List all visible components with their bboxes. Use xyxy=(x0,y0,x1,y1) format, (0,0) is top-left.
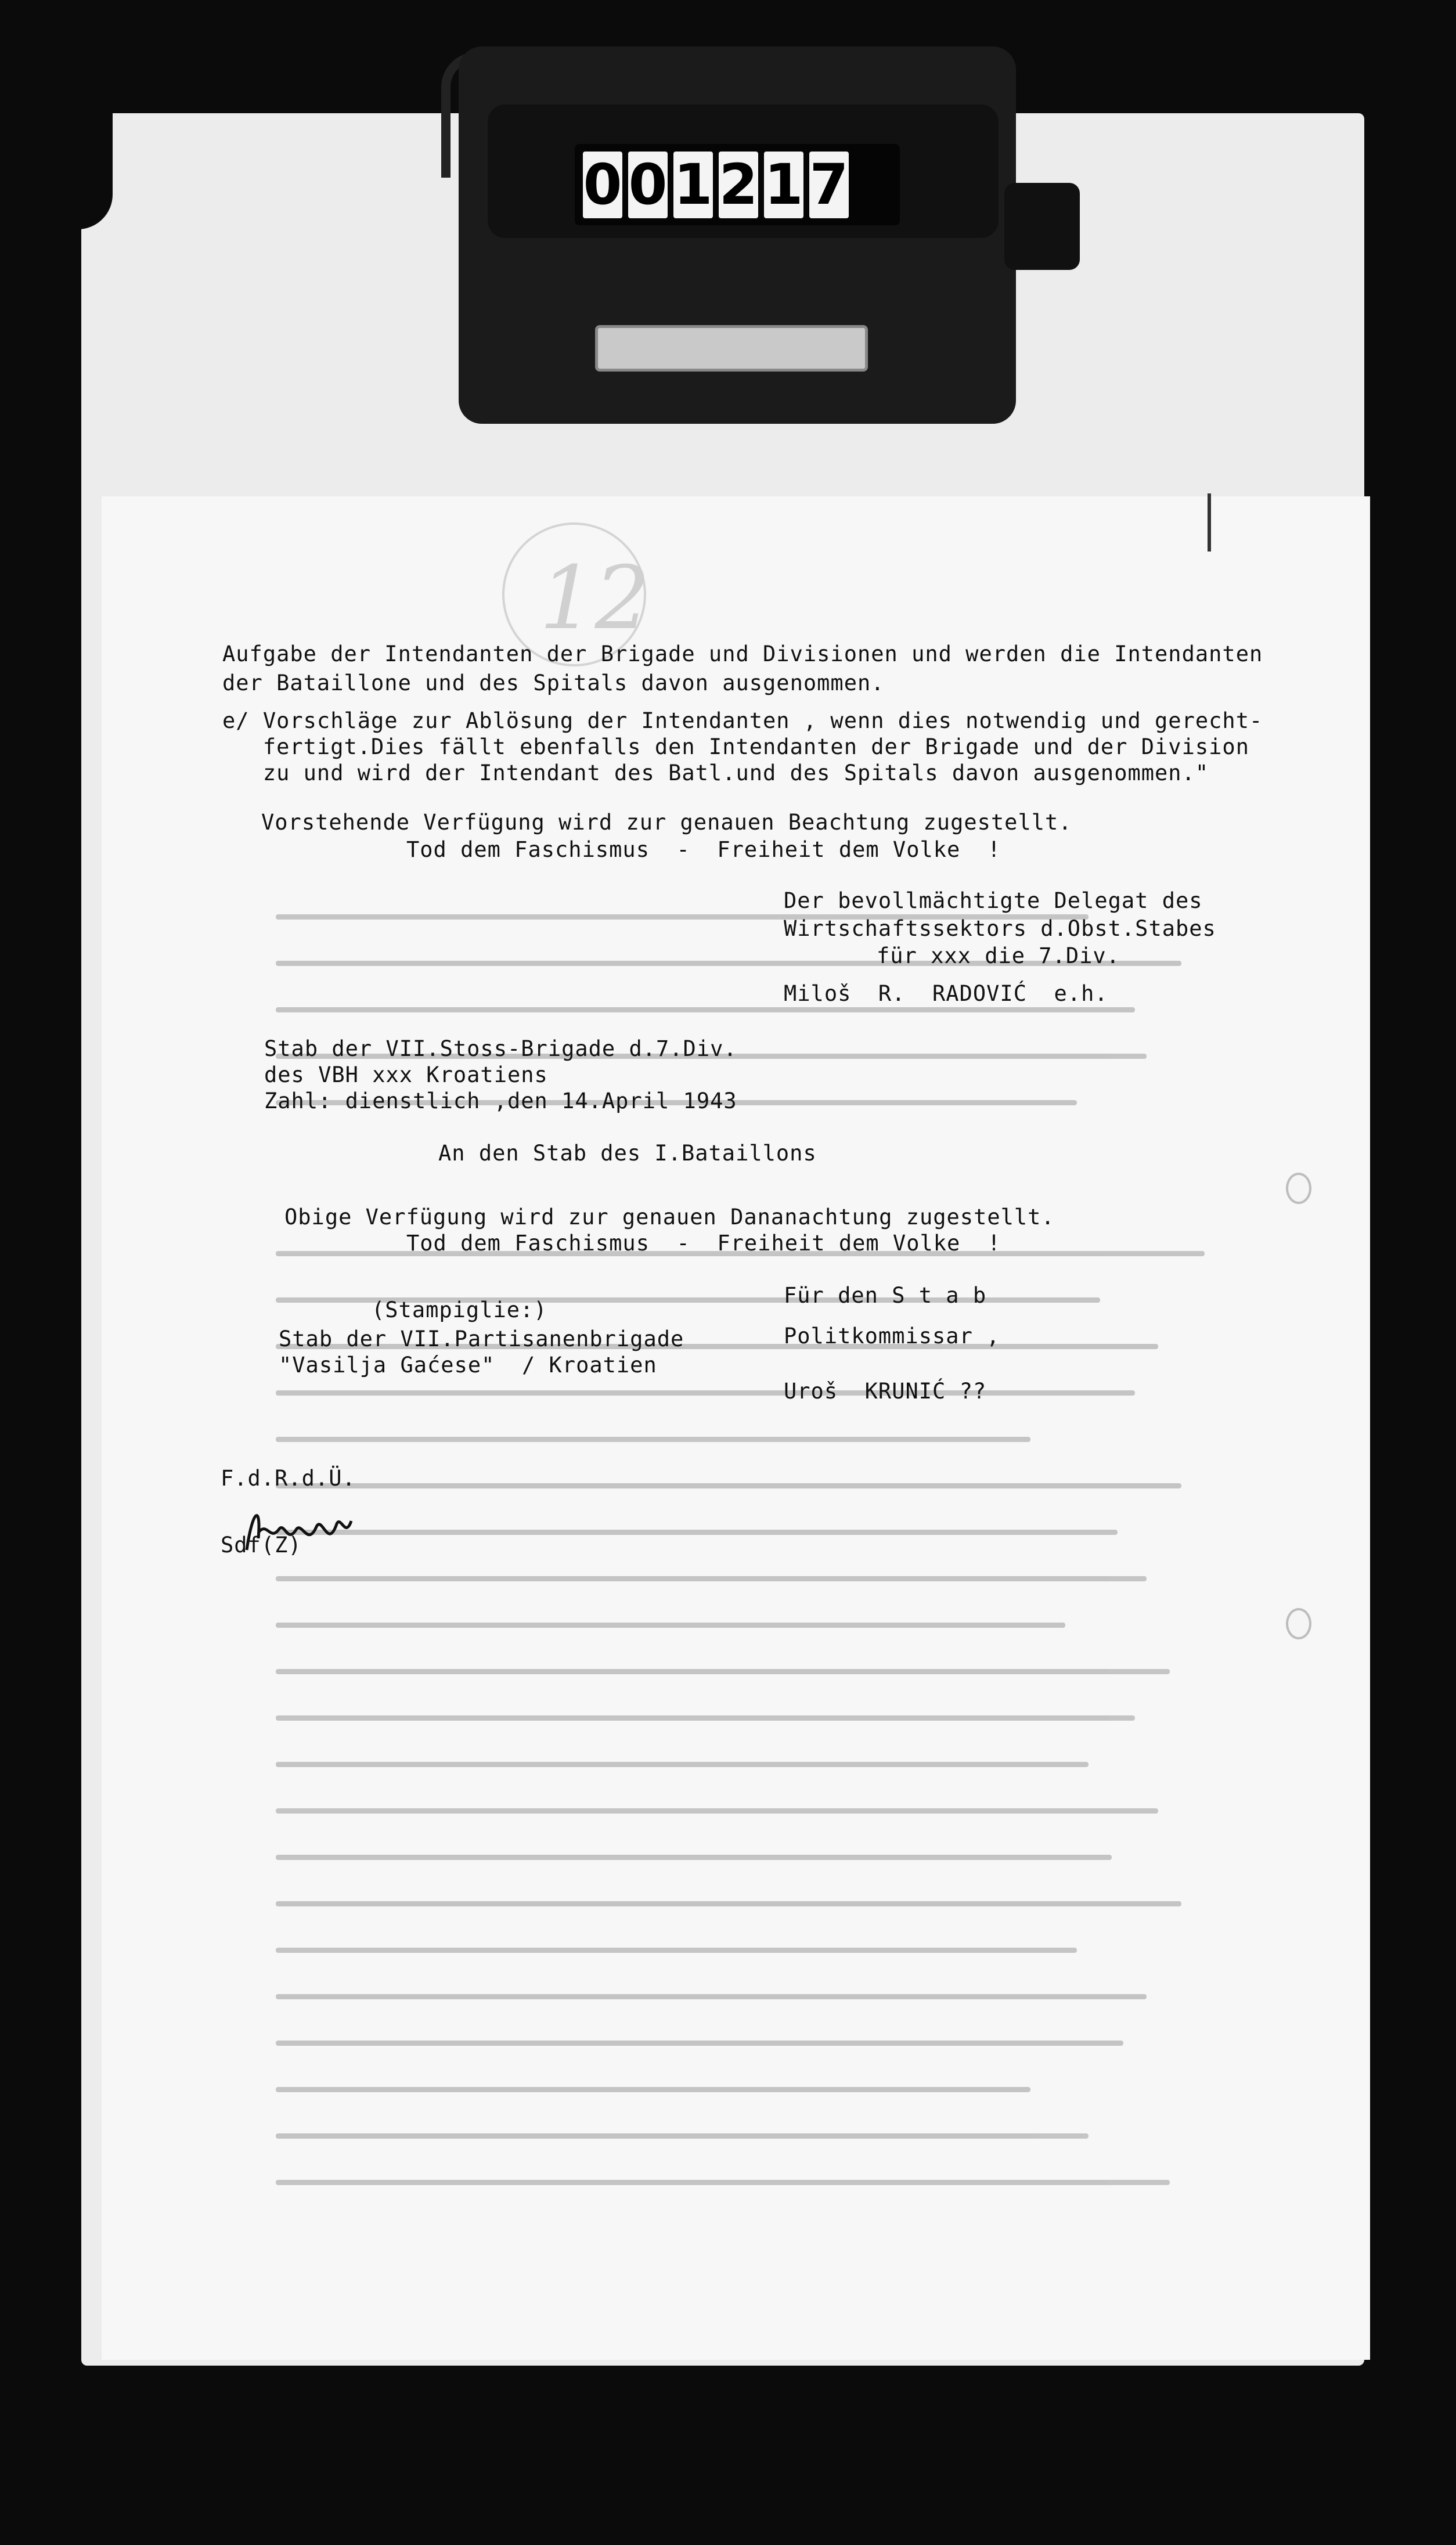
handwritten-signature xyxy=(235,1498,357,1562)
doc-line: An den Stab des I.Bataillons xyxy=(438,1141,817,1166)
doc-line: Vorstehende Verfügung wird zur genauen Beachtung zugestellt. xyxy=(261,810,1072,835)
counter-digit: 1 xyxy=(673,152,713,217)
doc-line: des VBH xxx Kroatiens xyxy=(264,1062,548,1087)
doc-line: "Vasilja Gaćese" / Kroatien xyxy=(279,1353,657,1378)
doc-line: Zahl: dienstlich ,den 14.April 1943 xyxy=(264,1088,737,1113)
margin-hole-mark xyxy=(1286,1608,1311,1639)
counter-knob xyxy=(1004,183,1080,270)
doc-line: Stab der VII.Partisanenbrigade xyxy=(279,1326,684,1351)
doc-line: Wirtschaftssektors d.Obst.Stabes xyxy=(784,916,1216,941)
doc-line: fertigt.Dies fällt ebenfalls den Intendanten der Brigade und der Division xyxy=(222,734,1249,759)
counter-digit: 7 xyxy=(809,152,849,217)
margin-tick xyxy=(1208,493,1211,551)
margin-hole-mark xyxy=(1286,1173,1311,1204)
frame-counter-display xyxy=(575,144,900,225)
doc-line: Sdf(Z) xyxy=(221,1533,302,1558)
doc-line: Für den S t a b xyxy=(784,1283,987,1308)
doc-line: zu und wird der Intendant des Batl.und des Spitals davon ausgenommen." xyxy=(222,760,1209,785)
sheet-corner-notch xyxy=(78,113,113,229)
doc-line: Aufgabe der Intendanten der Brigade und Divisionen und werden die Intendanten xyxy=(222,641,1263,666)
counter-digit: 1 xyxy=(764,152,803,217)
doc-line: Miloš R. RADOVIĆ e.h. xyxy=(784,981,1108,1006)
doc-line: Stab der VII.Stoss-Brigade d.7.Div. xyxy=(264,1036,737,1061)
doc-line: Tod dem Faschismus - Freiheit dem Volke ! xyxy=(406,837,1001,862)
doc-line: (Stampiglie:) xyxy=(372,1297,547,1322)
doc-line: für xxx die 7.Div. xyxy=(877,943,1120,968)
counter-digit: 0 xyxy=(628,152,668,217)
doc-line: Uroš KRUNIĆ ?? xyxy=(784,1379,987,1404)
doc-line: Politkommissar , xyxy=(784,1324,1000,1349)
doc-line: Obige Verfügung wird zur genauen Dananachtung zugestellt. xyxy=(284,1205,1055,1230)
doc-line: Tod dem Faschismus - Freiheit dem Volke ! xyxy=(406,1231,1001,1256)
counter-nameplate xyxy=(595,325,868,372)
doc-line: Der bevollmächtigte Delegat des xyxy=(784,888,1203,913)
counter-digit: 0 xyxy=(583,152,622,217)
counter-digit: 2 xyxy=(719,152,758,217)
doc-line: F.d.R.d.Ü. xyxy=(221,1466,356,1491)
doc-line: der Bataillone und des Spitals davon ausgenommen. xyxy=(222,671,885,695)
doc-line: e/ Vorschläge zur Ablösung der Intendanten , wenn dies notwendig und gerecht- xyxy=(222,708,1263,733)
stamp-number: 12 xyxy=(539,548,650,649)
